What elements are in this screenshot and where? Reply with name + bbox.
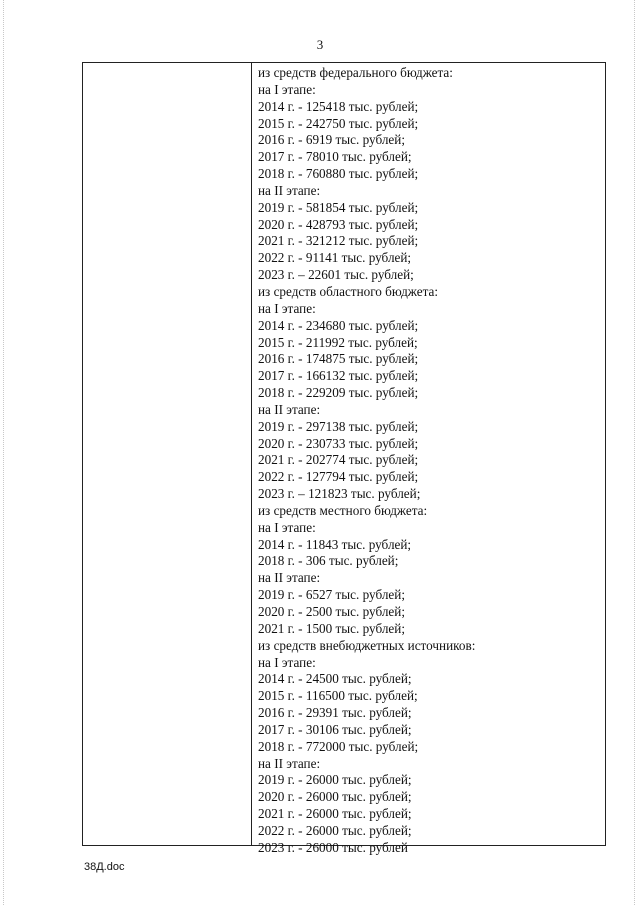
funding-line: 2021 г. - 202774 тыс. рублей; [258, 452, 419, 468]
funding-line: на II этапе: [258, 182, 321, 198]
funding-line: 2016 г. - 6919 тыс. рублей; [258, 132, 405, 148]
funding-line: на II этапе: [258, 401, 321, 417]
funding-line: 2018 г. - 229209 тыс. рублей; [258, 385, 419, 401]
funding-line: 2017 г. - 30106 тыс. рублей; [258, 721, 412, 737]
scan-edge-left [3, 0, 4, 905]
table-column-divider [251, 63, 252, 845]
funding-line: на I этапе: [258, 519, 316, 535]
funding-line: из средств федерального бюджета: [258, 65, 453, 80]
funding-line: 2016 г. - 174875 тыс. рублей; [258, 351, 419, 367]
funding-line: 2021 г. - 1500 тыс. рублей; [258, 620, 405, 636]
funding-line: 2023 г. – 121823 тыс. рублей; [258, 486, 421, 502]
file-name-footer: 38Д.doc [84, 861, 125, 873]
funding-line: 2023 г. – 22601 тыс. рублей; [258, 267, 414, 283]
funding-line: 2022 г. - 26000 тыс. рублей; [258, 822, 412, 838]
funding-line: на I этапе: [258, 654, 316, 670]
funding-lines [258, 65, 599, 857]
funding-line: 2020 г. - 26000 тыс. рублей; [258, 789, 412, 805]
funding-line: 2016 г. - 29391 тыс. рублей; [258, 705, 412, 721]
funding-line: 2017 г. - 78010 тыс. рублей; [258, 149, 412, 165]
funding-line: на II этапе: [258, 570, 321, 586]
funding-line: 2014 г. - 125418 тыс. рублей; [258, 98, 419, 114]
funding-line: 2020 г. - 428793 тыс. рублей; [258, 216, 419, 232]
funding-line: 2018 г. - 760880 тыс. рублей; [258, 166, 419, 182]
funding-line: 2015 г. - 116500 тыс. рублей; [258, 688, 418, 704]
funding-line: 2022 г. - 91141 тыс. рублей; [258, 250, 412, 266]
funding-line: 2020 г. - 2500 тыс. рублей; [258, 604, 405, 619]
funding-line: 2021 г. - 26000 тыс. рублей; [258, 806, 412, 822]
funding-line: 2017 г. - 166132 тыс. рублей; [258, 368, 419, 384]
funding-line: на II этапе: [258, 755, 321, 771]
funding-line: 2019 г. - 297138 тыс. рублей; [258, 418, 419, 434]
funding-line: из средств внебюджетных источников: [258, 637, 476, 653]
funding-line: из средств областного бюджета: [258, 283, 439, 299]
funding-line: 2014 г. - 24500 тыс. рублей; [258, 671, 412, 687]
funding-line: 2015 г. - 211992 тыс. рублей; [258, 334, 418, 350]
scan-edge-right [634, 0, 635, 905]
funding-line: 2022 г. - 127794 тыс. рублей; [258, 469, 419, 485]
funding-line: 2020 г. - 230733 тыс. рублей; [258, 435, 419, 451]
funding-line: 2021 г. - 321212 тыс. рублей; [258, 233, 419, 249]
funding-line: 2019 г. - 581854 тыс. рублей; [258, 199, 419, 215]
funding-line: 2019 г. - 6527 тыс. рублей; [258, 587, 405, 603]
funding-line: 2018 г. - 772000 тыс. рублей; [258, 738, 419, 754]
funding-line: 2023 г. - 26000 тыс. рублей [258, 839, 408, 855]
funding-line: 2014 г. - 11843 тыс. рублей; [258, 536, 412, 552]
funding-line: из средств местного бюджета: [258, 502, 428, 518]
funding-line: 2019 г. - 26000 тыс. рублей; [258, 772, 412, 788]
funding-line: на I этапе: [258, 81, 316, 97]
funding-table [82, 62, 606, 855]
funding-line: 2014 г. - 234680 тыс. рублей; [258, 317, 419, 333]
funding-line: на I этапе: [258, 300, 316, 316]
funding-line: 2018 г. - 306 тыс. рублей; [258, 553, 399, 569]
page-number: 3 [316, 37, 324, 52]
funding-line: 2015 г. - 242750 тыс. рублей; [258, 115, 419, 131]
